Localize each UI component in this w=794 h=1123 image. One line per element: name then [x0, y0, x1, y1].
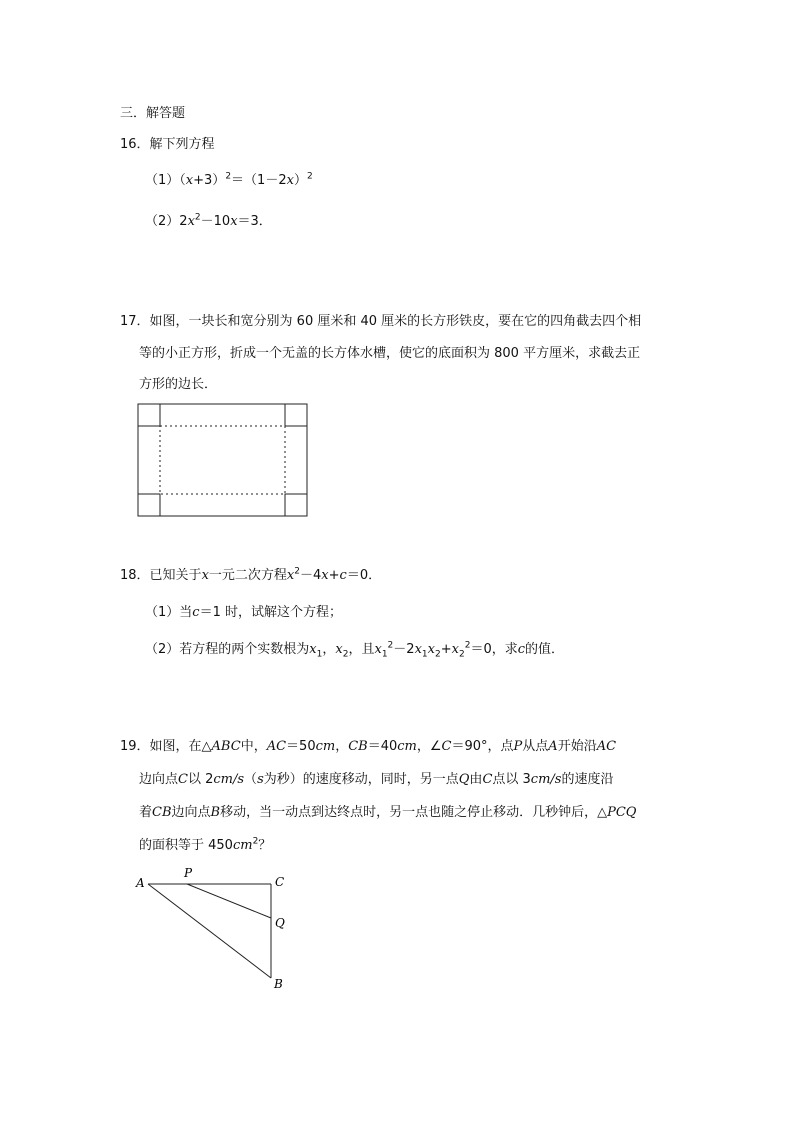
- q16-text: 解下列方程: [149, 137, 215, 152]
- q19-figure: [130, 862, 300, 992]
- q18-part1: （1）当c＝1 时，试解这个方程；: [145, 605, 342, 620]
- q17-line2: 等的小正方形，折成一个无盖的长方体水槽，使它的底面积为 800 平方厘米，求截去正: [139, 346, 641, 361]
- q17-figure: [137, 403, 309, 519]
- q16-part2: $(2)2x^2-10x=3$．: [145, 212, 272, 229]
- label-C: C: [275, 875, 285, 889]
- q17-number: 17．: [120, 314, 150, 329]
- q16-part1: $(1)(x+3)^2=(1-2x)^2$: [145, 171, 313, 188]
- q17-line3: 方形的边长．: [139, 377, 218, 392]
- label-P: P: [184, 866, 193, 880]
- section-title: 三．解答题: [120, 106, 186, 121]
- corner-square-tr: [285, 404, 307, 426]
- corner-square-tl: [138, 404, 160, 426]
- label-Q: Q: [275, 916, 285, 930]
- segment-PQ: [187, 884, 271, 918]
- corner-square-br: [285, 494, 307, 516]
- q19-line1: 19．如图，在△ABC中，AC＝50cm，CB＝40cm，∠C＝90°，点P从点A开始沿AC: [120, 739, 617, 754]
- q18-part2: （2）若方程的两个实数根为$x_1$，$x_2$，且$x_1^2-2x_1x_2+x_2^2=0$，求c的值．: [145, 640, 565, 660]
- segment-AB: [148, 884, 271, 978]
- q19-line2: 边向点C以 2cm/s（s为秒）的速度移动，同时，另一点Q由C点以 3cm/s的速度沿: [139, 772, 614, 787]
- q19-line4: 的面积等于 $450cm^2$？: [139, 836, 272, 853]
- q16-title: [120, 136, 215, 154]
- q17-line1: 17．如图，一块长和宽分别为 60 厘米和 40 厘米的长方形铁皮，要在它的四角截去四个相: [120, 314, 642, 329]
- q18-number: 18．: [120, 568, 150, 583]
- q19-line3: 着CB边向点B移动，当一动点到达终点时，另一点也随之停止移动．几秒钟后，△PCQ: [139, 805, 637, 820]
- corner-square-bl: [138, 494, 160, 516]
- label-B: B: [274, 977, 283, 991]
- q16-number: 16．: [120, 137, 150, 152]
- fold-line: [160, 426, 285, 494]
- q18-title: 18．已知关于x一元二次方程$x^2-4x+c=0$．: [120, 566, 382, 583]
- label-A: A: [136, 876, 145, 890]
- q19-number: 19．: [120, 739, 150, 754]
- sheet-outline: [138, 404, 307, 516]
